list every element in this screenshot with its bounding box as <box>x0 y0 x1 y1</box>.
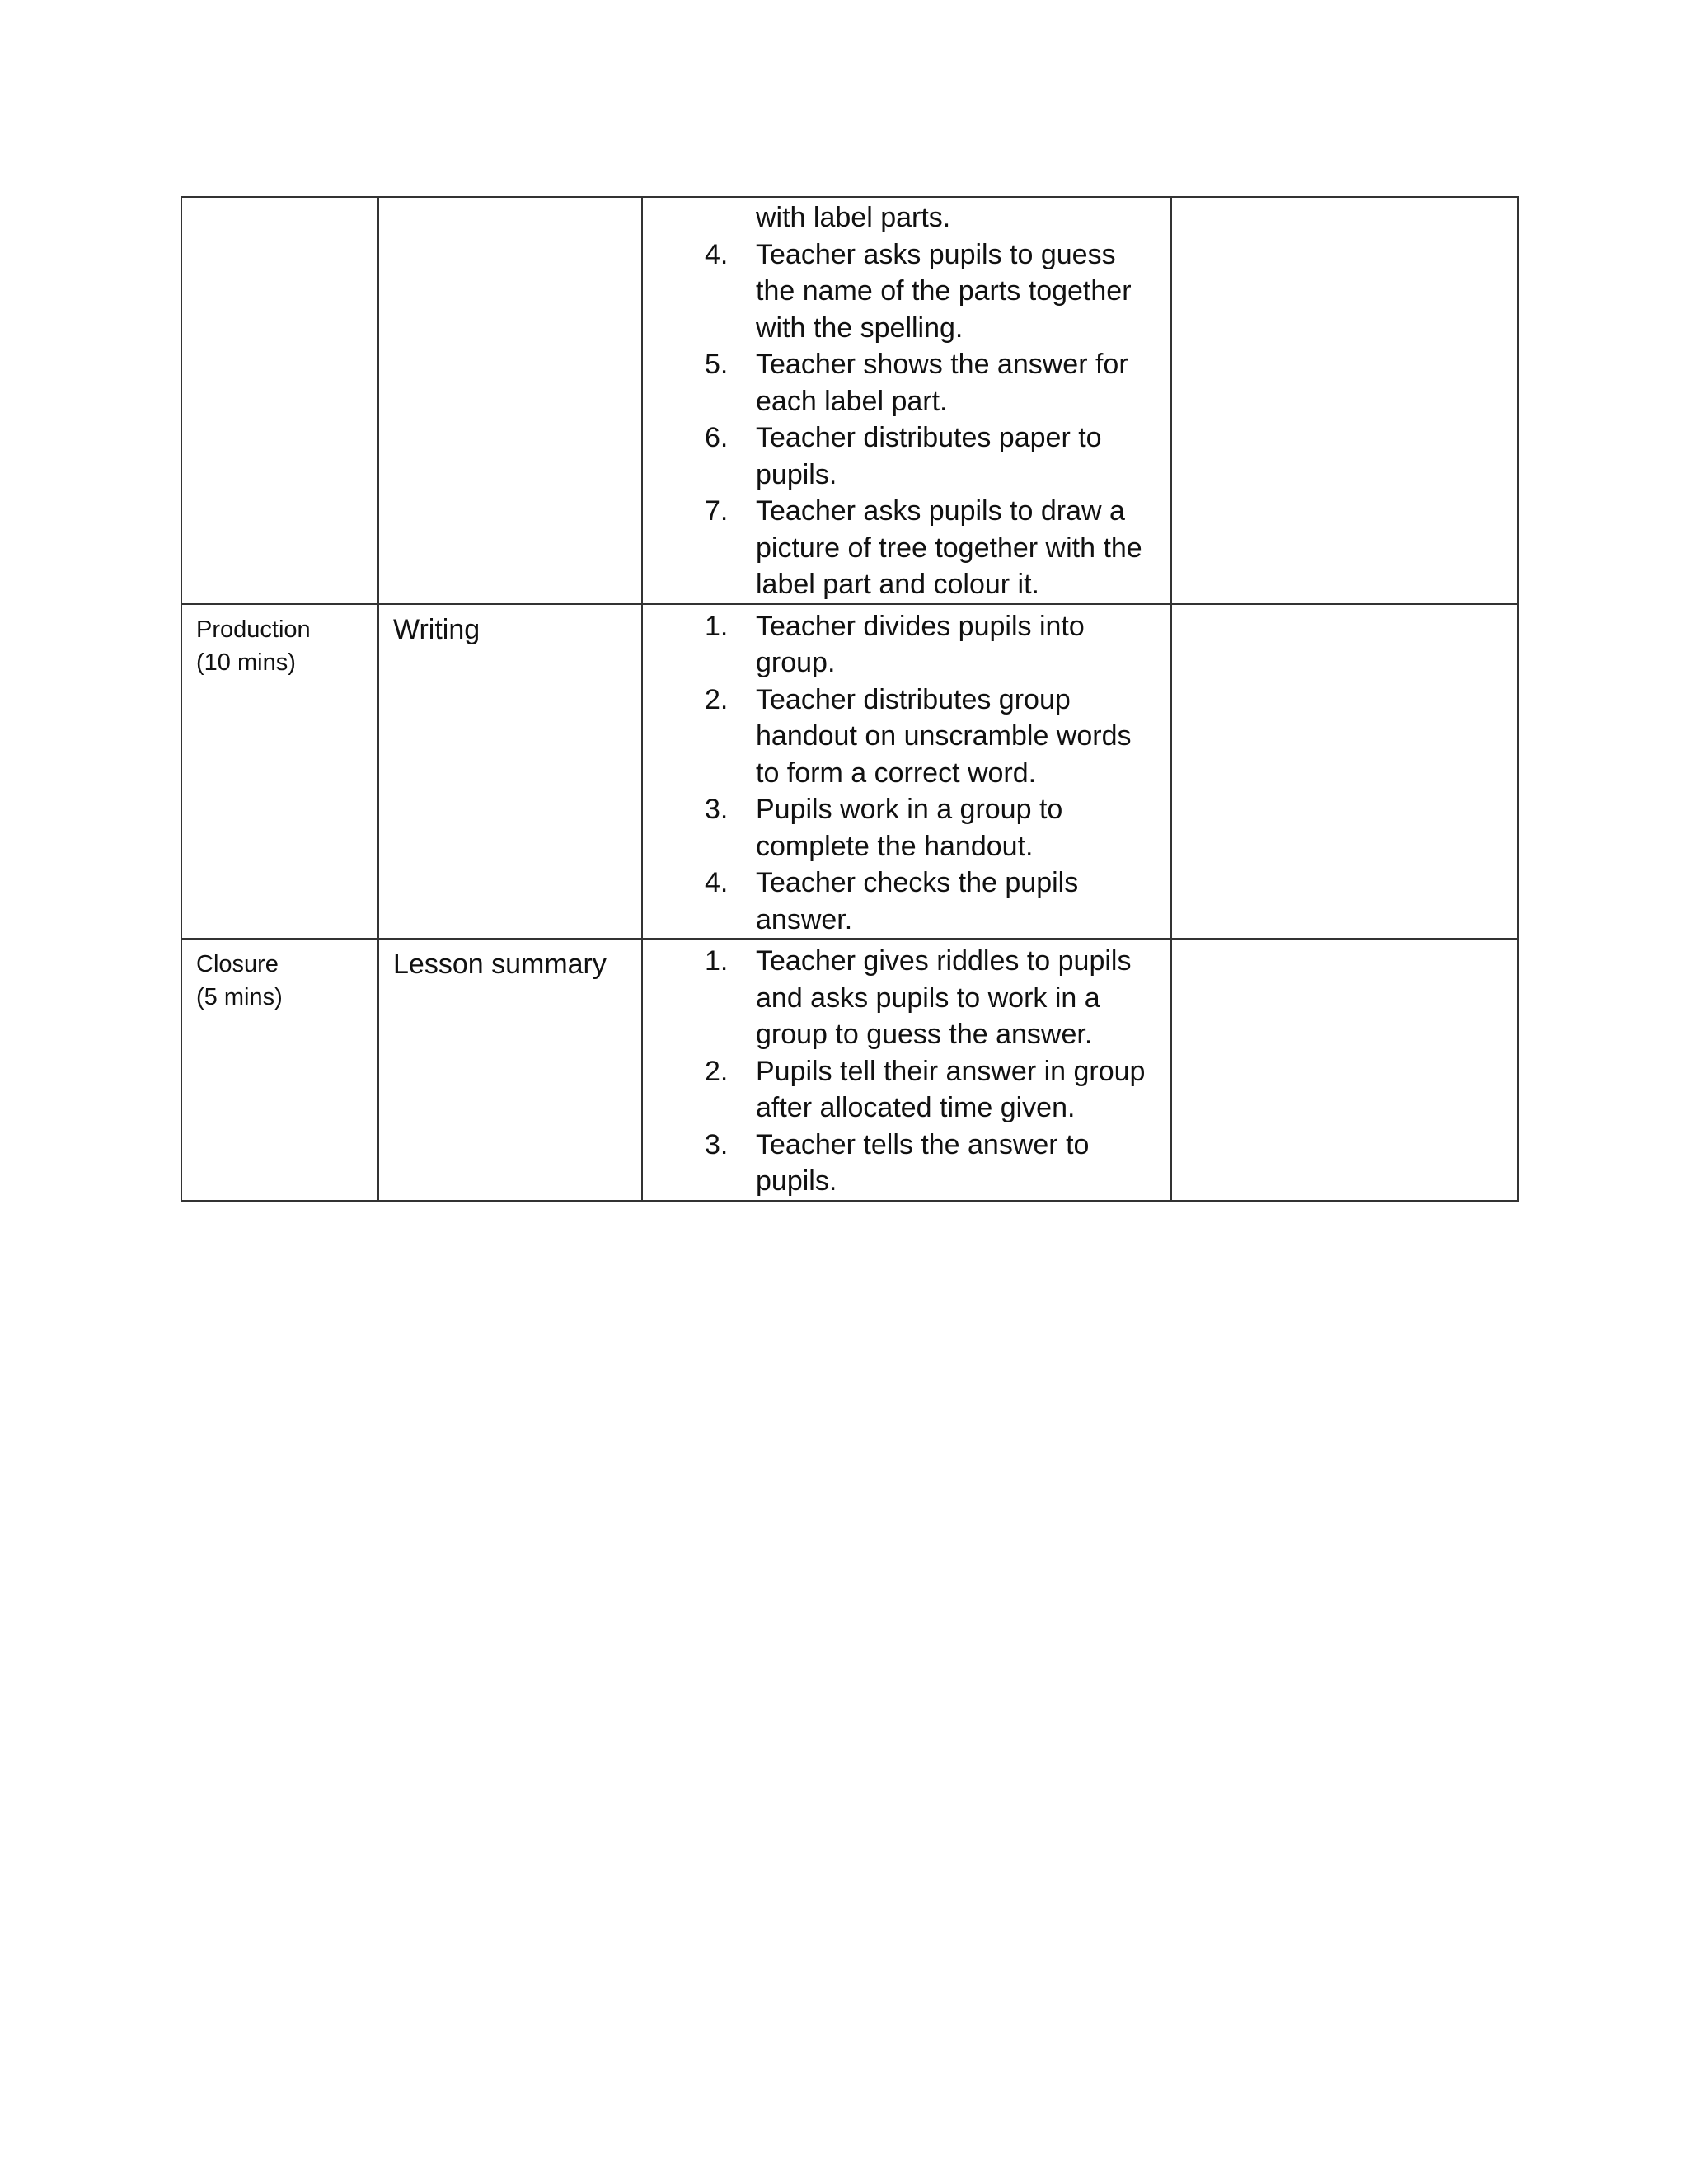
activity-cell <box>642 939 1171 1201</box>
step-text: Teacher gives riddles to pupils and asks pupils to work in a group to guess the answer. <box>756 945 1132 1050</box>
step-number: 1. <box>705 610 729 642</box>
step-number: 2. <box>705 1055 729 1087</box>
list-item <box>643 419 1170 493</box>
step-text: Pupils tell their answer in group after allocated time given. <box>756 1055 1146 1123</box>
stage-label: Closure (5 mins) <box>196 951 283 1010</box>
table-row <box>181 604 1518 940</box>
step-list <box>643 237 1170 603</box>
step-list <box>643 608 1170 939</box>
skill-label <box>379 198 641 204</box>
step-number: 1. <box>705 945 729 977</box>
list-item <box>643 608 1170 682</box>
step-text: Teacher asks pupils to draw a picture of tree together with the label part and colour it. <box>756 495 1142 600</box>
skill-cell <box>378 197 642 604</box>
step-number: 3. <box>705 1128 729 1160</box>
list-item <box>643 346 1170 419</box>
step-text: Teacher shows the answer for each label part. <box>756 349 1128 417</box>
continued-step-text: with label parts. <box>756 202 951 233</box>
list-item <box>643 682 1170 792</box>
list-item <box>643 1127 1170 1200</box>
step-text: Teacher tells the answer to pupils. <box>756 1128 1090 1197</box>
step-text: Teacher asks pupils to guess the name of the parts together with the spelling. <box>756 238 1132 344</box>
step-number: 4. <box>705 867 729 898</box>
list-item <box>643 493 1170 603</box>
skill-label: Writing <box>393 613 481 645</box>
table-row <box>181 197 1518 604</box>
list-item <box>643 791 1170 865</box>
stage-cell <box>181 939 378 1201</box>
list-item <box>643 1053 1170 1127</box>
step-list <box>643 943 1170 1200</box>
remarks-cell <box>1171 604 1518 940</box>
step-number: 3. <box>705 794 729 825</box>
step-text: Teacher checks the pupils answer. <box>756 867 1079 935</box>
activity-cell <box>642 197 1171 604</box>
remarks-cell <box>1171 939 1518 1201</box>
step-number: 5. <box>705 349 729 380</box>
step-number: 4. <box>705 238 729 270</box>
remarks-cell <box>1171 197 1518 604</box>
lesson-plan-table <box>181 196 1519 1202</box>
stage-cell <box>181 604 378 940</box>
step-text: Teacher divides pupils into group. <box>756 610 1085 678</box>
list-item <box>643 943 1170 1053</box>
stage-label <box>182 198 377 206</box>
step-number: 6. <box>705 422 729 453</box>
step-number: 2. <box>705 683 729 715</box>
skill-cell <box>378 604 642 940</box>
step-text: Pupils work in a group to complete the handout. <box>756 794 1063 862</box>
step-number: 7. <box>705 495 729 527</box>
table-row <box>181 939 1518 1201</box>
activity-cell <box>642 604 1171 940</box>
skill-label: Lesson summary <box>393 949 607 980</box>
step-text: Teacher distributes group handout on unscramble words to form a correct word. <box>756 683 1132 789</box>
step-text: Teacher distributes paper to pupils. <box>756 422 1102 490</box>
stage-label: Production (10 mins) <box>196 616 311 676</box>
list-item <box>643 865 1170 938</box>
skill-cell <box>378 939 642 1201</box>
list-item <box>643 237 1170 347</box>
stage-cell <box>181 197 378 604</box>
